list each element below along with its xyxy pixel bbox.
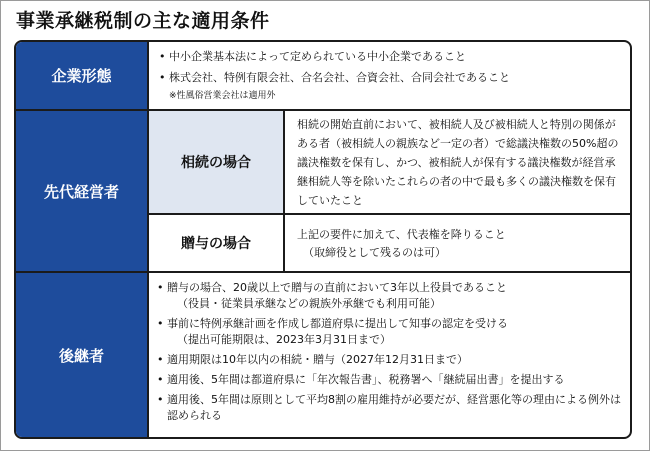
list-item — [159, 69, 629, 86]
bullet: • — [157, 392, 164, 406]
subheader-label: 相続の場合 — [181, 155, 251, 171]
list-item — [157, 316, 627, 348]
divider — [283, 111, 285, 271]
bullet: • — [159, 50, 166, 63]
row-header-kigyou-keitai — [16, 42, 147, 109]
list-item-subtext: （提出可能期限は、2023年3月31日まで） — [177, 332, 391, 346]
bullet: • — [157, 316, 164, 330]
page-title: 事業承継税制の主な適用条件 — [16, 10, 270, 32]
list-item-text: 適用期限は10年以内の相続・贈与（2027年12月31日まで） — [167, 352, 468, 366]
row-header-label: 企業形態 — [51, 67, 112, 85]
row-header-label: 先代経営者 — [43, 182, 119, 201]
subheader-souzoku — [149, 111, 283, 213]
subheader-label: 贈与の場合 — [181, 236, 251, 252]
exclusion-note: ※性風俗営業会社は適用外 — [169, 91, 276, 102]
list-item-text: 株式会社、特例有限会社、合名会社、合資会社、合同会社であること — [169, 71, 510, 85]
bullet: • — [157, 372, 164, 386]
row-header-sendai-keieisha — [16, 111, 147, 271]
bullet: • — [159, 71, 166, 85]
zouyo-condition-text — [285, 215, 630, 271]
conditions-table — [14, 40, 632, 439]
bullet: • — [157, 352, 164, 366]
list-item — [157, 392, 627, 424]
list-item-text: 贈与の場合、20歳以上で贈与の直前において3年以上役員であること — [167, 281, 507, 294]
koukeisha-content — [149, 280, 627, 435]
row-header-koukeisha — [16, 273, 147, 437]
zouyo-line-2: （取締役として残るのは可） — [303, 245, 446, 259]
bullet: • — [157, 281, 164, 294]
subheader-zouyo — [149, 215, 283, 271]
list-item-subtext: （役員・従業員承継などの親族外承継でも利用可能） — [177, 296, 441, 310]
list-item — [157, 352, 627, 368]
list-item — [157, 280, 627, 312]
row-header-label: 後継者 — [58, 346, 104, 365]
kigyou-keitai-content — [149, 48, 629, 108]
souzoku-condition-text: 相続の開始直前において、被相続人及び被相続人と特別の関係がある者（被相続人の親族など一定の者）で総議決権数の50%超の議決権数を保有し、かつ、被相続人が保有する議決権数が経営承継相続人等を除いたこれらの者の中で最も多くの議決権数を保有していたこと — [297, 118, 619, 207]
zouyo-line-1: 上記の要件に加えて、代表権を降りること — [297, 228, 506, 241]
list-item — [159, 48, 629, 65]
list-item-text: 中小企業基本法によって定められている中小企業であること — [169, 50, 466, 63]
list-item-text: 事前に特例承継計画を作成し都道府県に提出して知事の認定を受ける — [167, 316, 508, 330]
list-item-text: 適用後、5年間は原則として平均8割の雇用維持が必要だが、経営悪化等の理由による例外は認められる — [167, 392, 621, 422]
koukeisha-list — [157, 280, 627, 424]
kigyou-keitai-list — [159, 48, 629, 86]
list-item-text: 適用後、5年間は都道府県に「年次報告書」、税務署へ「継続届出書」を提出する — [167, 372, 565, 386]
list-item — [157, 372, 627, 388]
